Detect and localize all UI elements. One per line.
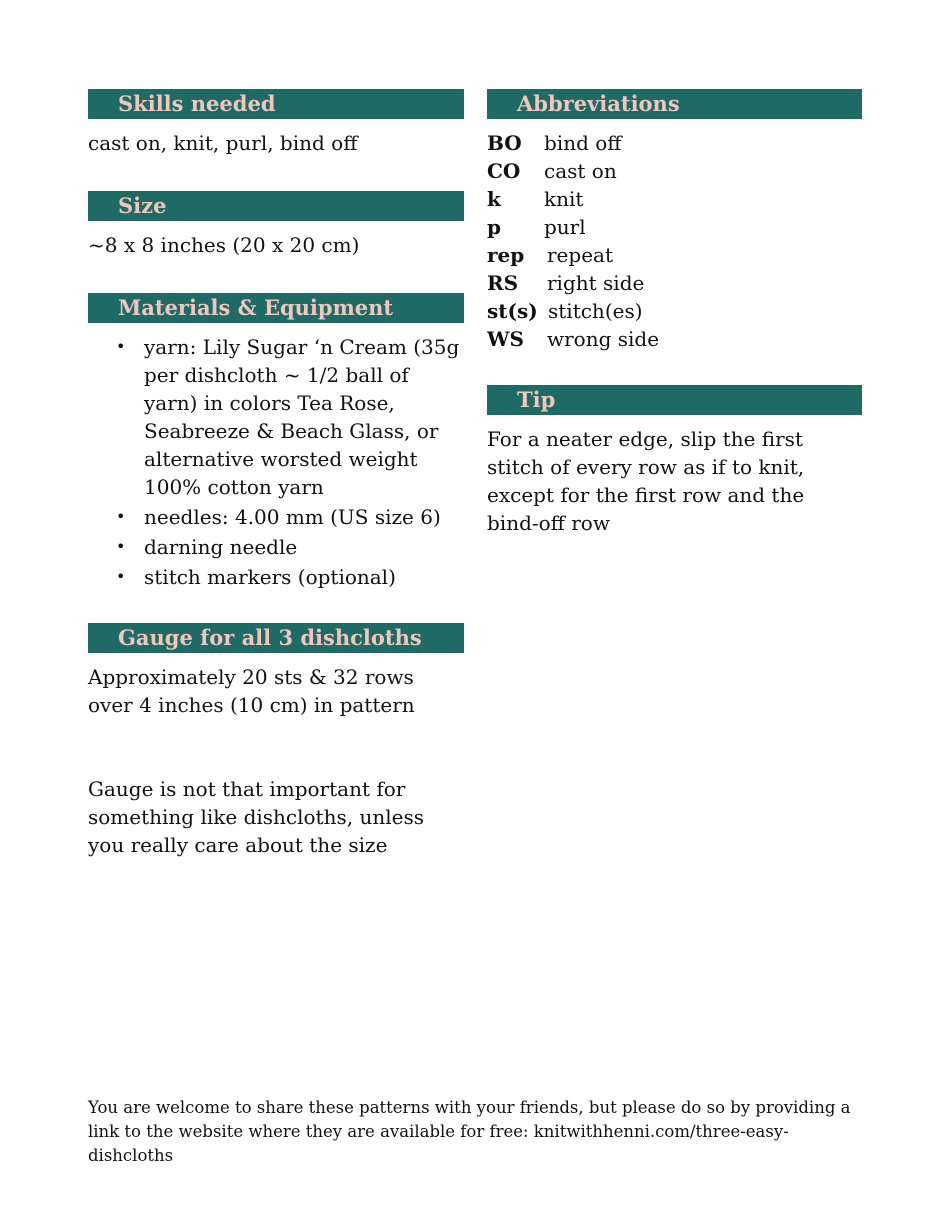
materials-section <box>88 293 464 591</box>
size-header: Size <box>88 191 464 221</box>
gauge-header: Gauge for all 3 dishcloths <box>88 623 464 653</box>
materials-header: Materials & Equipment <box>88 293 464 323</box>
abbr-value: wrong side <box>547 327 660 351</box>
abbreviations-section <box>487 89 862 353</box>
abbr-key: RS <box>487 271 519 295</box>
abbr-key: rep <box>487 243 525 267</box>
bullet-icon: • <box>116 567 126 586</box>
list-item <box>487 325 862 353</box>
skills-header: Skills needed <box>88 89 464 119</box>
bullet-icon: • <box>116 337 126 356</box>
abbr-key: k <box>487 187 501 211</box>
gauge-note: Gauge is not that important for something like dishcloths, unless you really care about the size <box>88 777 424 857</box>
abbr-value: stitch(es) <box>548 299 643 323</box>
list-item: • darning needle <box>116 535 298 559</box>
abbr-key: p <box>487 215 501 239</box>
footer-note: You are welcome to share these patterns with your friends, but please do so by providing a link to the website where they are available for free: knitwithhenni.com/three-easy-dishcloths <box>88 1098 851 1165</box>
abbr-key: BO <box>487 131 522 155</box>
size-section <box>88 191 464 259</box>
abbr-key: CO <box>487 159 521 183</box>
abbr-value: repeat <box>547 243 613 267</box>
gauge-section <box>88 623 464 859</box>
list-item <box>487 269 862 297</box>
list-item <box>487 129 862 157</box>
abbr-key: WS <box>487 327 524 351</box>
abbr-value: right side <box>547 271 645 295</box>
left-column <box>88 89 464 859</box>
right-column <box>487 89 862 537</box>
tip-text: For a neater edge, slip the first stitch of every row as if to knit, except for the first row and the bind-off row <box>487 427 805 535</box>
size-text: ~8 x 8 inches (20 x 20 cm) <box>88 233 360 257</box>
materials-list <box>88 333 464 591</box>
abbr-value: bind off <box>544 131 622 155</box>
bullet-icon: • <box>116 507 126 526</box>
skills-section <box>88 89 464 157</box>
abbr-value: knit <box>544 187 584 211</box>
tip-header: Tip <box>487 385 862 415</box>
abbreviations-list <box>487 129 862 353</box>
skills-text: cast on, knit, purl, bind off <box>88 131 358 155</box>
list-item <box>487 297 862 325</box>
bullet-icon: • <box>116 537 126 556</box>
list-item <box>487 185 862 213</box>
list-item: • yarn: Lily Sugar ‘n Cream (35g per dishcloth ~ 1/2 ball of yarn) in colors Tea Rose, Seabreeze & Beach Glass, or alternative worsted weight 100% cotton yarn <box>116 335 460 499</box>
abbr-value: cast on <box>544 159 617 183</box>
abbr-value: purl <box>544 215 586 239</box>
abbreviations-header: Abbreviations <box>487 89 862 119</box>
gauge-text: Approximately 20 sts & 32 rows over 4 inches (10 cm) in pattern <box>88 665 415 717</box>
tip-section <box>487 385 862 537</box>
list-item: • stitch markers (optional) <box>116 565 396 589</box>
list-item <box>487 213 862 241</box>
list-item: • needles: 4.00 mm (US size 6) <box>116 505 441 529</box>
list-item <box>487 241 862 269</box>
list-item <box>487 157 862 185</box>
abbr-key: st(s) <box>487 299 538 323</box>
